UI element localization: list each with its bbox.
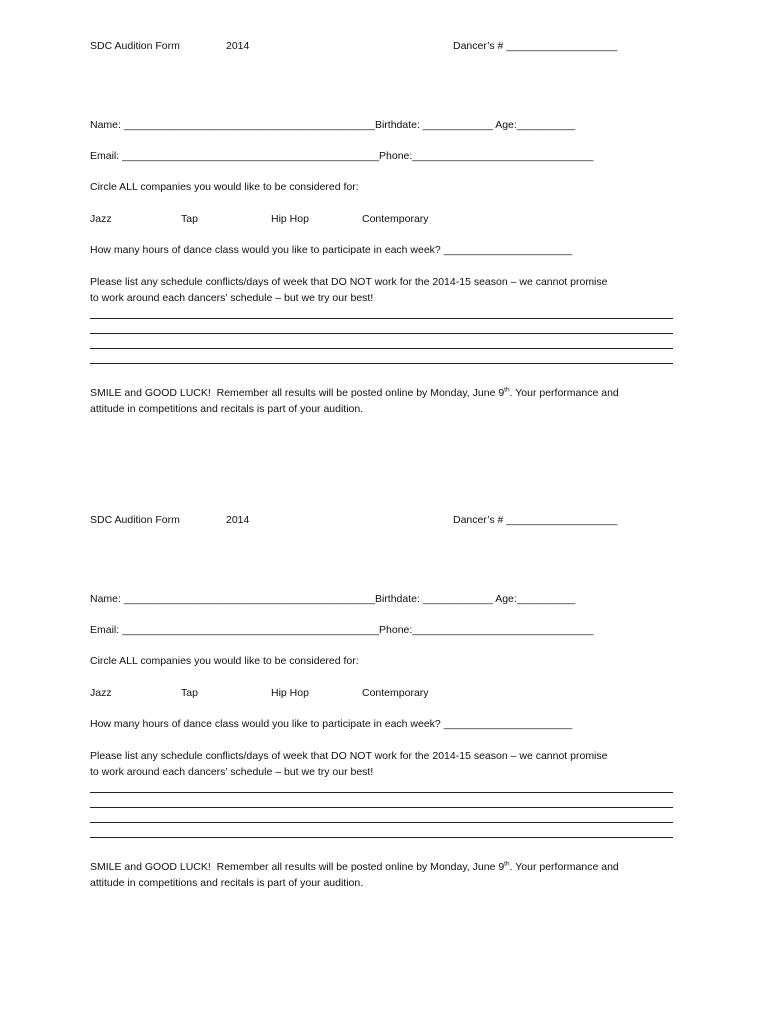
- companies-prompt: Circle ALL companies you would like to be considered for:: [90, 181, 359, 193]
- closing-note-line-1: [90, 386, 619, 400]
- conflicts-prompt-line-1: Please list any schedule conflicts/days of week that DO NOT work for the 2014-15 season – we cannot promise: [90, 276, 608, 288]
- dancer-number-field[interactable]: Dancer’s # ___________________: [453, 40, 618, 52]
- email-phone-row[interactable]: Email: ____________________________________________Phone:_______________________________: [90, 624, 594, 636]
- closing-note-line-2: attitude in competitions and recitals is part of your audition.: [90, 877, 364, 889]
- company-option-contemporary[interactable]: Contemporary: [362, 687, 429, 699]
- email-phone-row[interactable]: Email: ____________________________________________Phone:_______________________________: [90, 150, 594, 162]
- closing-note-text: SMILE and GOOD LUCK! Remember all results will be posted online by Monday, June 9: [90, 861, 505, 873]
- name-birthdate-age-row[interactable]: Name: ___________________________________________Birthdate: ____________ Age:__________: [90, 119, 576, 131]
- conflicts-answer-line[interactable]: [90, 822, 673, 823]
- conflicts-answer-line[interactable]: [90, 837, 673, 838]
- company-option-tap[interactable]: Tap: [181, 687, 198, 699]
- dancer-number-field[interactable]: Dancer’s # ___________________: [453, 514, 618, 526]
- company-option-hip-hop[interactable]: Hip Hop: [271, 213, 309, 225]
- ordinal-suffix: th: [504, 860, 510, 868]
- ordinal-suffix: th: [504, 386, 510, 394]
- conflicts-answer-line[interactable]: [90, 363, 673, 364]
- company-option-hip-hop[interactable]: Hip Hop: [271, 687, 309, 699]
- conflicts-answer-line[interactable]: [90, 348, 673, 349]
- company-option-contemporary[interactable]: Contemporary: [362, 213, 429, 225]
- closing-note-text: . Your performance and: [509, 861, 619, 873]
- form-year: 2014: [226, 40, 250, 52]
- conflicts-answer-line[interactable]: [90, 792, 673, 793]
- hours-prompt[interactable]: How many hours of dance class would you like to participate in each week? ______________________: [90, 244, 573, 256]
- conflicts-answer-line[interactable]: [90, 807, 673, 808]
- form-title: SDC Audition Form: [90, 514, 180, 526]
- conflicts-answer-line[interactable]: [90, 333, 673, 334]
- conflicts-prompt-line-2: to work around each dancers’ schedule – but we try our best!: [90, 292, 374, 304]
- closing-note-line-1: [90, 860, 619, 874]
- closing-note-text: . Your performance and: [509, 387, 619, 399]
- conflicts-answer-line[interactable]: [90, 318, 673, 319]
- company-option-tap[interactable]: Tap: [181, 213, 198, 225]
- conflicts-prompt-line-1: Please list any schedule conflicts/days of week that DO NOT work for the 2014-15 season – we cannot promise: [90, 750, 608, 762]
- hours-prompt[interactable]: How many hours of dance class would you like to participate in each week? ______________________: [90, 718, 573, 730]
- form-year: 2014: [226, 514, 250, 526]
- closing-note-text: SMILE and GOOD LUCK! Remember all results will be posted online by Monday, June 9: [90, 387, 505, 399]
- form-title: SDC Audition Form: [90, 40, 180, 52]
- name-birthdate-age-row[interactable]: Name: ___________________________________________Birthdate: ____________ Age:__________: [90, 593, 576, 605]
- company-option-jazz[interactable]: Jazz: [90, 687, 112, 699]
- companies-prompt: Circle ALL companies you would like to be considered for:: [90, 655, 359, 667]
- conflicts-prompt-line-2: to work around each dancers’ schedule – but we try our best!: [90, 766, 374, 778]
- closing-note-line-2: attitude in competitions and recitals is part of your audition.: [90, 403, 364, 415]
- company-option-jazz[interactable]: Jazz: [90, 213, 112, 225]
